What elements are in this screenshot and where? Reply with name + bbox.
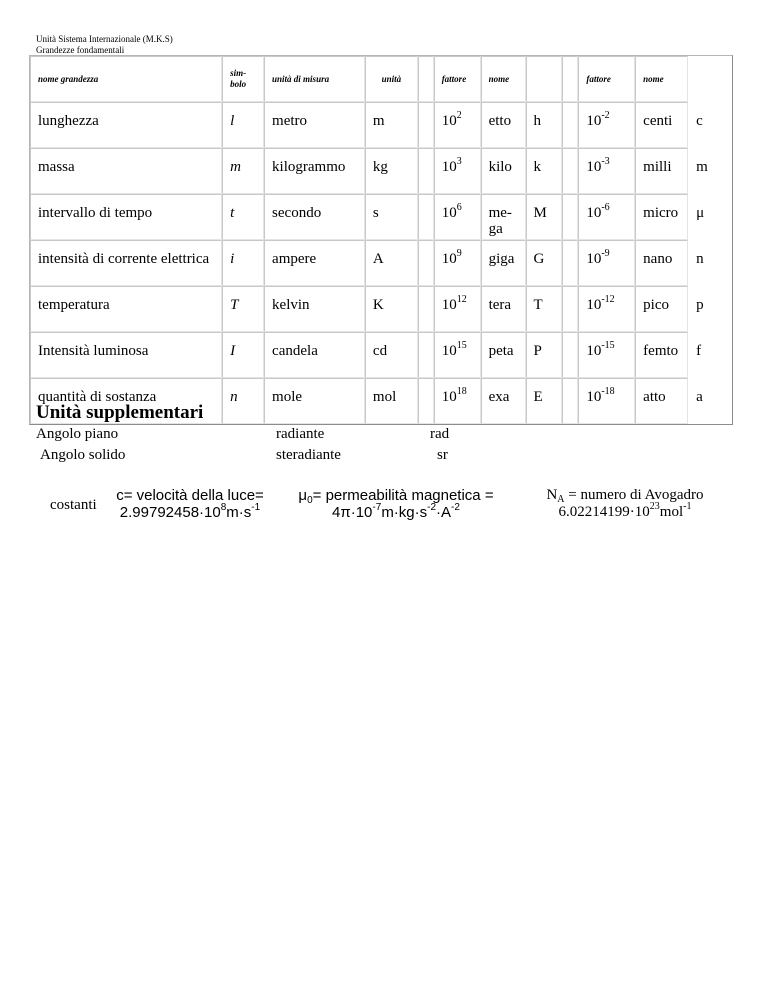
spacer-cell [562, 378, 578, 424]
prefix-name-cell: etto [481, 102, 526, 148]
col-header-factor-2: fattore [578, 56, 635, 102]
unit-cell: cd [365, 332, 418, 378]
prefix-symbol-2-cell: f [696, 343, 702, 359]
quantity-name-cell: intervallo di tempo [30, 194, 222, 240]
table-row [30, 332, 732, 378]
spacer-cell [562, 148, 578, 194]
prefix-symbol-2-cell: n [696, 251, 704, 267]
table-row [30, 102, 732, 148]
unit-cell: A [365, 240, 418, 286]
prefix-name-2-cell: pico [635, 286, 688, 332]
si-units-table [29, 55, 733, 425]
col-header-symbol: sim- bolo [222, 56, 264, 102]
prefix-symbol-2-cell: c [696, 113, 703, 129]
supplementary-item-symbol: sr [437, 447, 448, 463]
prefix-name-2-cell: atto [635, 378, 688, 424]
unit-cell: mol [365, 378, 418, 424]
prefix-name-2-cell: micro [635, 194, 688, 240]
prefix-name-cell: kilo [481, 148, 526, 194]
quantity-name-cell: lunghezza [30, 102, 222, 148]
measure-unit-cell: kelvin [264, 286, 365, 332]
prefix-symbol-cell: k [526, 148, 563, 194]
prefix-symbol-2-cell: m [696, 159, 708, 175]
table-row [30, 148, 732, 194]
prefix-name-2-cell: milli [635, 148, 688, 194]
measure-unit-cell: kilogrammo [264, 148, 365, 194]
measure-unit-cell: mole [264, 378, 365, 424]
factor-2-cell: $10^{-18}$ [578, 378, 635, 424]
constant-avogadro-number: $N_A$ = numero di Avogadro $6.02214199\cdot 10^{23}mol^{-1}$ [546, 487, 704, 520]
unit-cell: s [365, 194, 418, 240]
table-header-row [30, 56, 732, 102]
factor-cell: $10^9$ [434, 240, 481, 286]
unit-cell: K [365, 286, 418, 332]
spacer-cell [418, 332, 434, 378]
unit-cell: kg [365, 148, 418, 194]
spacer-cell [418, 148, 434, 194]
header-title: Unità Sistema Internazionale (M.K.S) [36, 34, 173, 44]
col-header-factor: fattore [434, 56, 481, 102]
measure-unit-cell: candela [264, 332, 365, 378]
spacer-cell [562, 332, 578, 378]
factor-2-cell: $10^{-15}$ [578, 332, 635, 378]
symbol-cell: m [222, 148, 264, 194]
prefix-name-2-cell: nano [635, 240, 688, 286]
factor-cell: $10^{12}$ [434, 286, 481, 332]
measure-unit-cell: ampere [264, 240, 365, 286]
col-header-prefix-name-2: nome [635, 56, 688, 102]
quantity-name-cell: massa [30, 148, 222, 194]
measure-unit-cell: secondo [264, 194, 365, 240]
col-header-prefix-symbol [526, 56, 563, 102]
quantity-name-cell: Intensità luminosa [30, 332, 222, 378]
spacer-cell [418, 102, 434, 148]
prefix-name-cell: me- ga [481, 194, 526, 240]
table-row [30, 194, 732, 240]
measure-unit-cell: metro [264, 102, 365, 148]
col-header-name: nome grandezza [30, 56, 222, 102]
factor-2-cell: $10^{-3}$ [578, 148, 635, 194]
supplementary-item-name: Angolo piano [36, 426, 119, 442]
prefix-symbol-cell: E [526, 378, 563, 424]
spacer-cell [562, 56, 578, 102]
symbol-cell: t [222, 194, 264, 240]
unit-cell: m [365, 102, 418, 148]
spacer-cell [562, 102, 578, 148]
spacer-cell [418, 378, 434, 424]
factor-2-cell: $10^{-12}$ [578, 286, 635, 332]
symbol-cell: l [222, 102, 264, 148]
prefix-name-cell: giga [481, 240, 526, 286]
prefix-symbol-cell: G [526, 240, 563, 286]
symbol-cell: i [222, 240, 264, 286]
factor-cell: $10^2$ [434, 102, 481, 148]
prefix-symbol-2-cell: a [696, 389, 703, 405]
factor-cell: $10^3$ [434, 148, 481, 194]
prefix-symbol-cell: M [526, 194, 563, 240]
spacer-cell [418, 286, 434, 332]
spacer-cell [562, 240, 578, 286]
symbol-cell: n [222, 378, 264, 424]
supplementary-item-symbol: rad [430, 426, 450, 442]
factor-2-cell: $10^{-9}$ [578, 240, 635, 286]
spacer-cell [418, 240, 434, 286]
supplementary-item-name: Angolo solido [40, 447, 126, 463]
spacer-cell [418, 56, 434, 102]
factor-2-cell: $10^{-6}$ [578, 194, 635, 240]
prefix-symbol-cell: T [526, 286, 563, 332]
prefix-name-cell: tera [481, 286, 526, 332]
prefix-symbol-cell: h [526, 102, 563, 148]
factor-cell: $10^6$ [434, 194, 481, 240]
col-header-prefix-symbol-2 [688, 56, 732, 102]
quantity-name-cell: intensità di corrente elettrica [30, 240, 222, 286]
constants-label: costanti [50, 497, 97, 513]
prefix-name-cell: peta [481, 332, 526, 378]
quantity-name-cell: quantità di sostanza [30, 378, 222, 424]
constant-magnetic-permeability: $\mu_0=$ permeabilità magnetica = $4\pi\cdot 10^{-7}m\cdot kg\cdot s^{-2}\cdot A^{-2}$ [298, 487, 494, 521]
prefix-symbol-2-cell: μ [696, 205, 705, 221]
factor-2-cell: $10^{-2}$ [578, 102, 635, 148]
prefix-symbol-cell: P [526, 332, 563, 378]
spacer-cell [562, 286, 578, 332]
prefix-name-2-cell: centi [635, 102, 688, 148]
prefix-symbol-2-cell: p [696, 297, 704, 313]
header-subtitle: Grandezze fondamentali [36, 45, 125, 55]
supplementary-item-unit: steradiante [276, 447, 341, 463]
supplementary-title: Unità supplementari [36, 402, 204, 423]
prefix-name-cell: exa [481, 378, 526, 424]
table-row [30, 240, 732, 286]
factor-cell: $10^{15}$ [434, 332, 481, 378]
prefix-name-2-cell: femto [635, 332, 688, 378]
supplementary-item-unit: radiante [276, 426, 325, 442]
col-header-unit: unità [365, 56, 418, 102]
symbol-cell: I [222, 332, 264, 378]
col-header-prefix-name: nome [481, 56, 526, 102]
factor-cell: $10^{18}$ [434, 378, 481, 424]
spacer-cell [418, 194, 434, 240]
spacer-cell [562, 194, 578, 240]
document-header [36, 34, 173, 56]
symbol-cell: T [222, 286, 264, 332]
table-row [30, 286, 732, 332]
col-header-measure-unit: unità di misura [264, 56, 365, 102]
quantity-name-cell: temperatura [30, 286, 222, 332]
constant-speed-of-light: c= velocità della luce= $2.99792458\cdot 10^8m\cdot s^{-1}$ [116, 487, 264, 521]
